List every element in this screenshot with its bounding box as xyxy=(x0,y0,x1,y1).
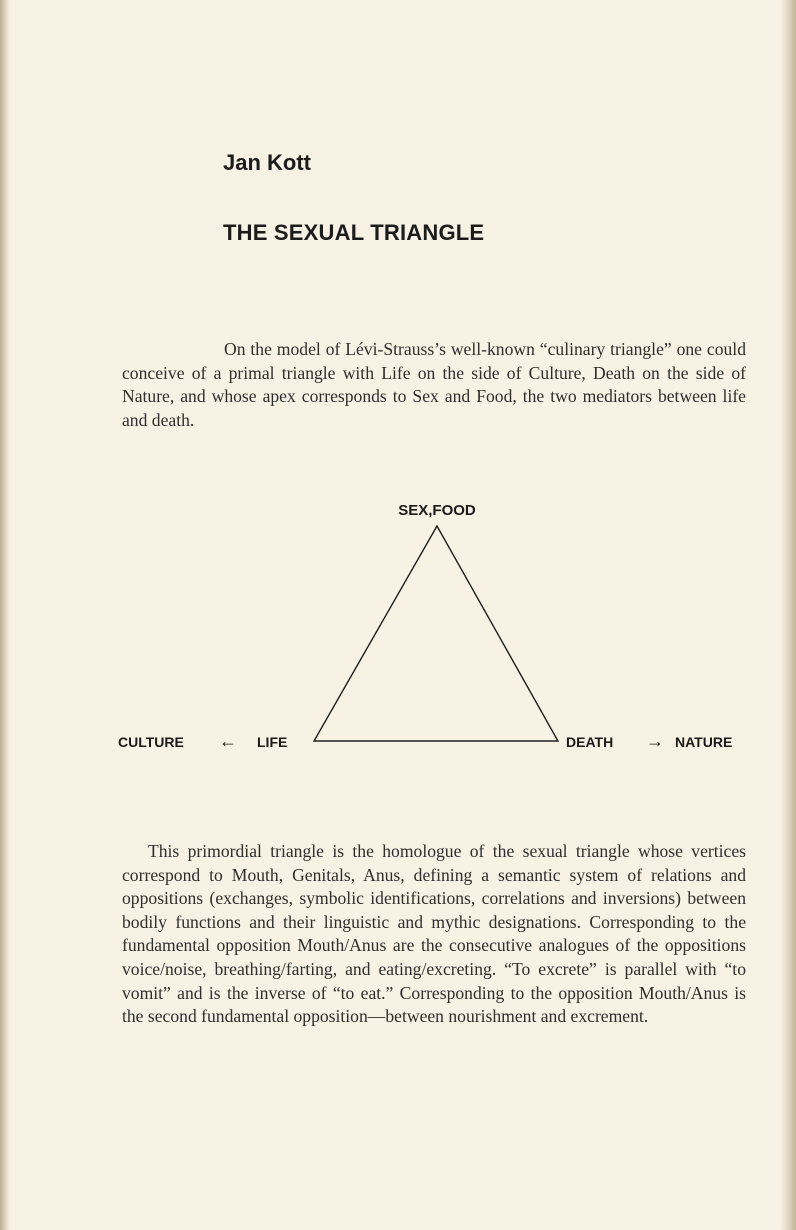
author-name: Jan Kott xyxy=(223,150,311,175)
apex-label: SEX,FOOD xyxy=(398,502,476,519)
triangle-shape xyxy=(314,526,558,741)
culture-label: CULTURE xyxy=(118,734,184,750)
left-arrow-icon: ← xyxy=(219,731,237,751)
right-arrow-icon: → xyxy=(646,731,664,751)
paragraph-sexual-triangle: This primordial triangle is the homologue of the sexual triangle whose vertices correspond to Mouth, Genitals, Anus, defining a semantic system of relations and oppositions (exchanges, symbolic identifications, correlations and inversions) between bodily functions and their linguistic and mythic designations. Corresponding to the fundamental opposition Mouth/Anus are the consecutive analogues of the oppositions voice/noise, breathing/farting, and eating/excreting. “To excrete” is parallel with “to vomit” and is the inverse of “to eat.” Corresponding to the opposition Mouth/Anus is the second fundamental opposition—between nourishment and excrement. xyxy=(122,841,746,1027)
culinary-triangle-diagram xyxy=(0,490,796,760)
paragraph-intro: On the model of Lévi-Strauss’s well-known “culinary triangle” one could conceive of a primal triangle with Life on the side of Culture, Death on the side of Nature, and whose apex corresponds to Sex and Food, the two mediators between life and death. xyxy=(122,339,746,430)
life-label: LIFE xyxy=(257,734,288,750)
death-label: DEATH xyxy=(566,734,614,750)
article-title: THE SEXUAL TRIANGLE xyxy=(223,220,485,245)
nature-label: NATURE xyxy=(675,734,733,750)
